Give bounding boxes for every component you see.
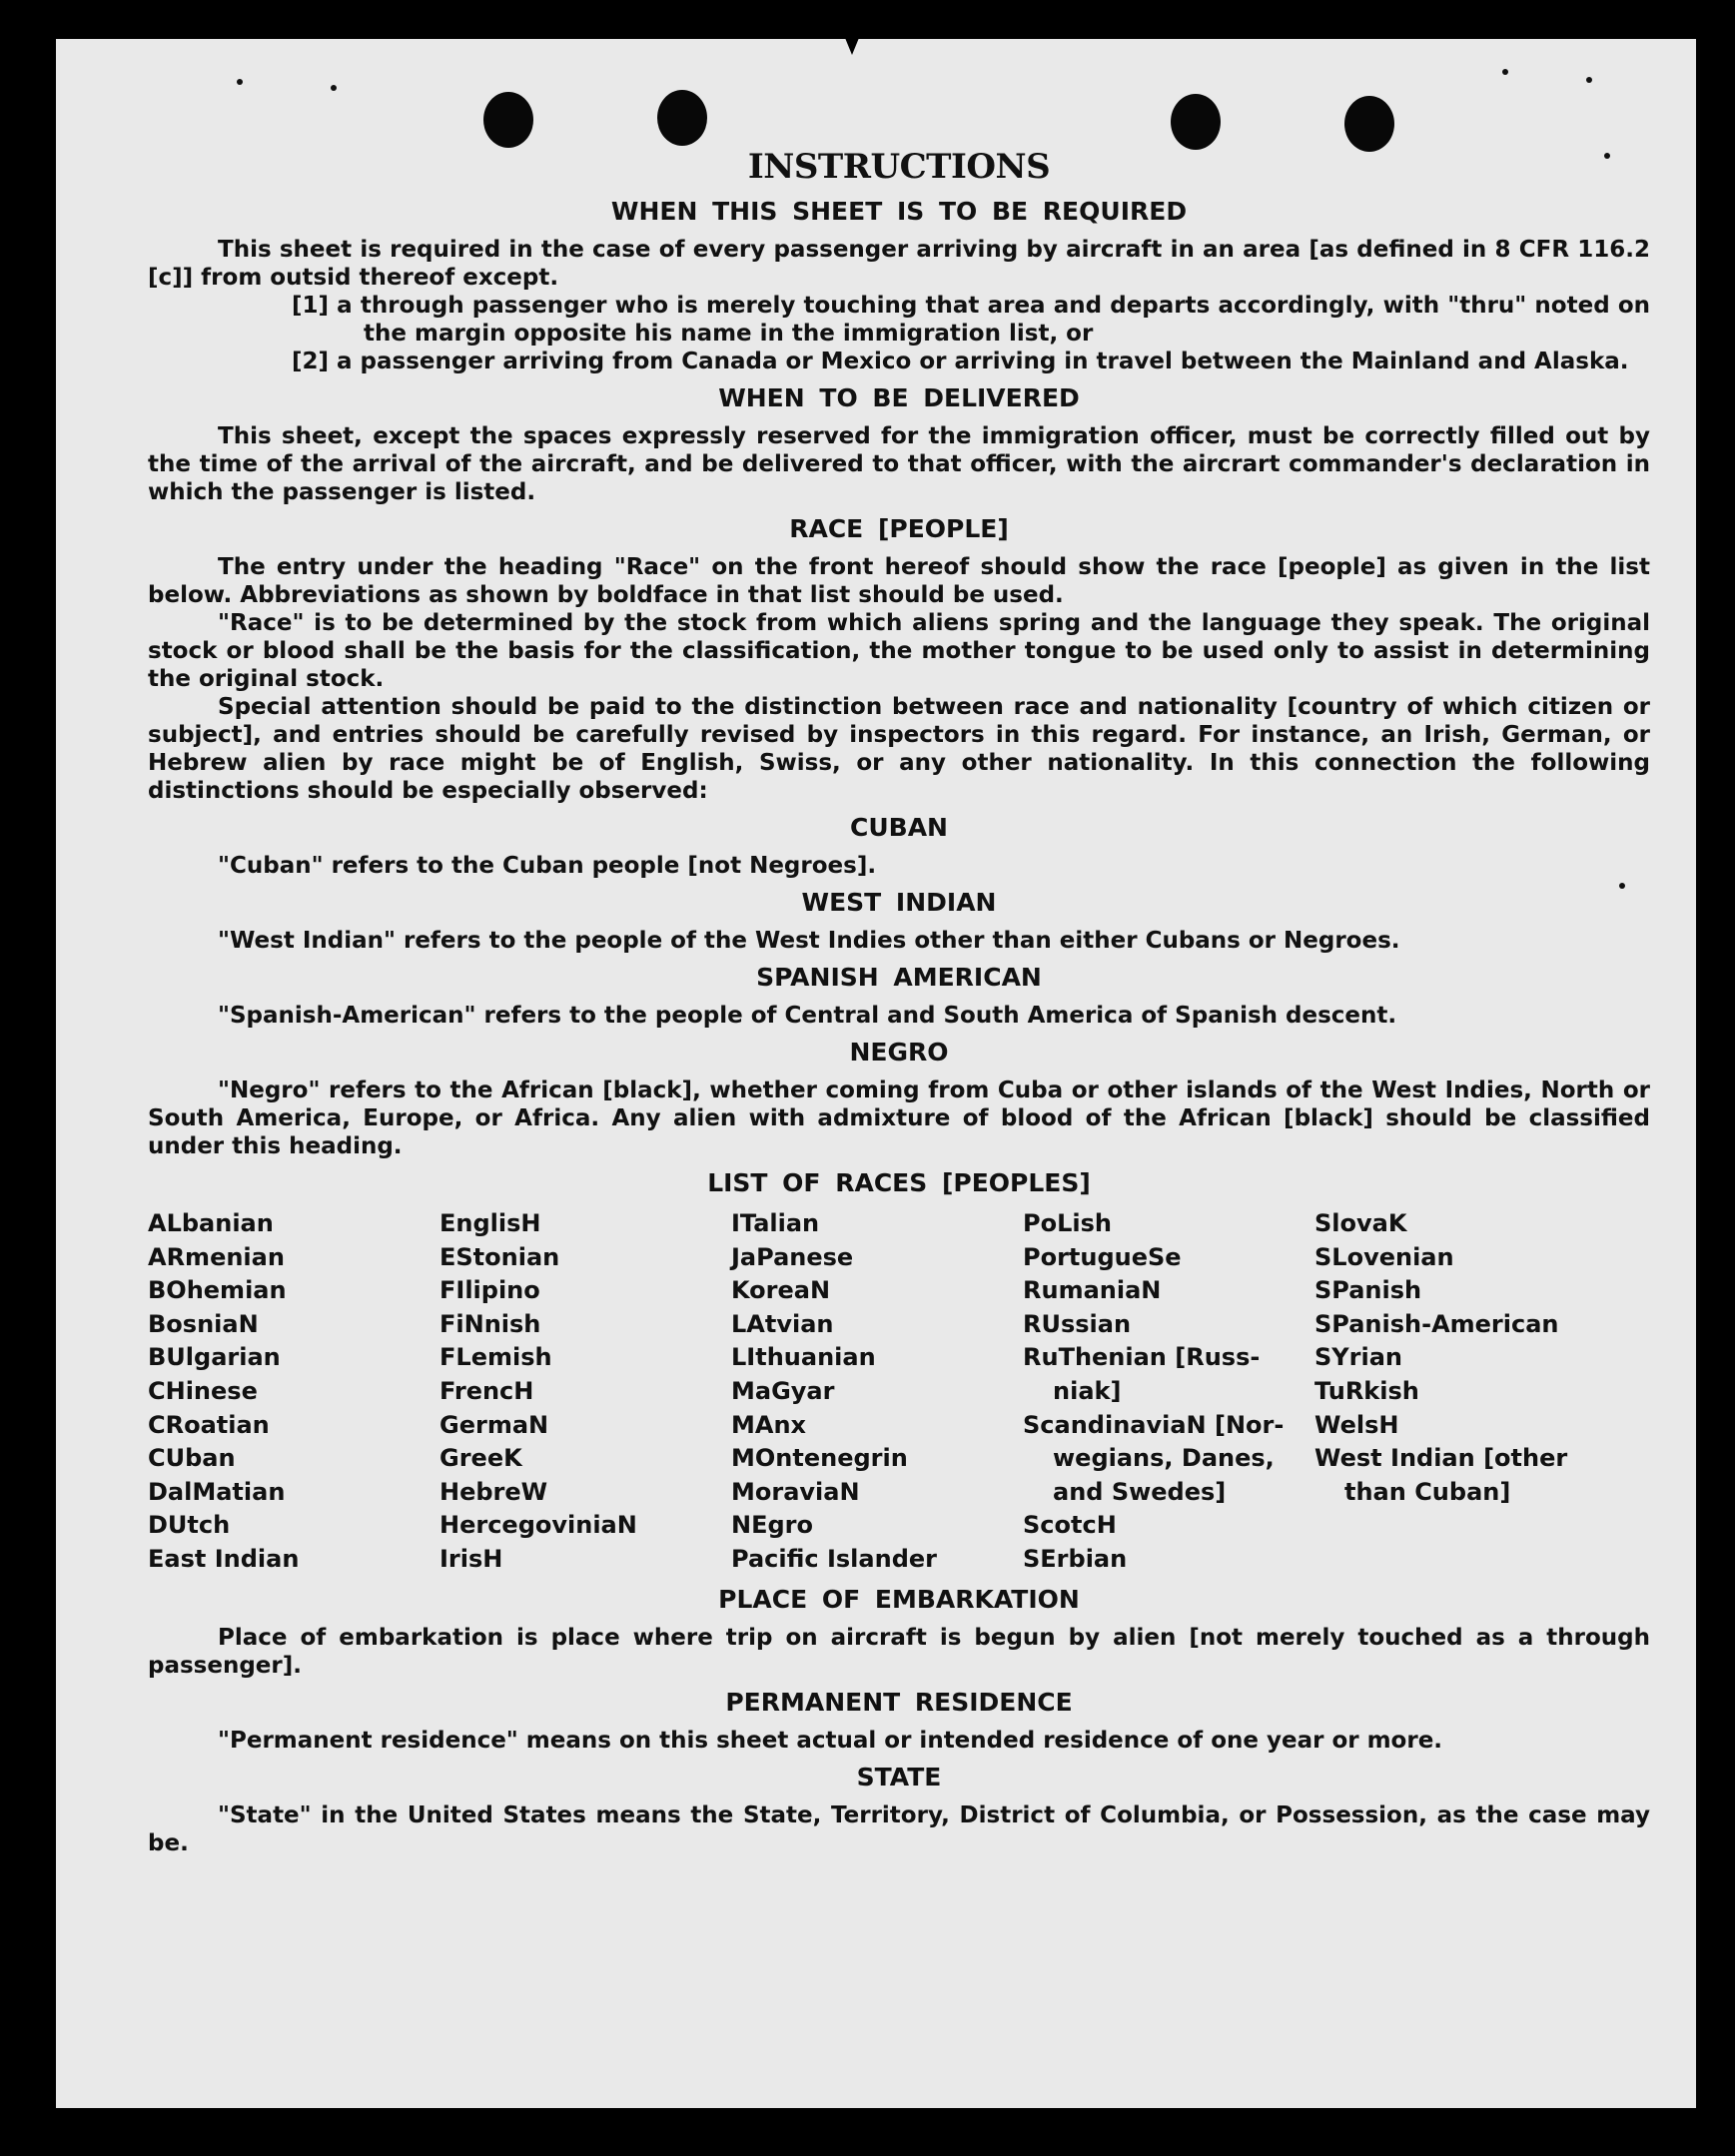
section-heading: WHEN THIS SHEET IS TO BE REQUIRED — [610, 197, 1188, 226]
race-entry: JaPanese — [731, 1242, 854, 1271]
section-paragraph: "Race" is to be determined by the stock from which aliens spring and the language they speak. The original stock or blood shall be the basis for the classification, the mother tongue to be used only to assist in determining the original stock. — [148, 610, 1650, 692]
race-entry: FiNnish — [439, 1309, 541, 1338]
section-paragraph: "West Indian" refers to the people of the West Indies other than either Cubans or Negroes. — [218, 928, 1400, 954]
race-entry: wegians, Danes, — [1053, 1444, 1275, 1473]
race-entry: BOhemian — [148, 1276, 287, 1305]
race-entry: GreeK — [439, 1444, 522, 1473]
race-entry: FLemish — [439, 1343, 552, 1372]
race-entry: MoraviaN — [731, 1477, 860, 1506]
races-column — [439, 1207, 731, 1577]
race-entry: RuThenian [Russ- — [1023, 1343, 1261, 1372]
race-entry: DalMatian — [148, 1477, 286, 1506]
race-entry: SYrian — [1314, 1343, 1403, 1372]
section-paragraph: This sheet is required in the case of every passenger arriving by aircraft in an area [as defined in 8 CFR 116.2 [c]] from outsid thereof except. — [148, 237, 1650, 291]
race-entry: than Cuban] — [1344, 1477, 1511, 1506]
race-entry: WelsH — [1314, 1410, 1399, 1439]
race-entry: EnglisH — [439, 1209, 541, 1237]
race-entry: Pacific Islander — [731, 1544, 937, 1573]
race-entry: GermaN — [439, 1410, 549, 1439]
race-entry: ScandinaviaN [Nor- — [1023, 1410, 1285, 1439]
race-entry: FrencH — [439, 1376, 534, 1405]
races-list — [148, 1207, 1650, 1577]
section-heading: RACE [PEOPLE] — [789, 514, 1009, 543]
race-entry: PoLish — [1023, 1209, 1112, 1237]
punch-hole — [657, 90, 707, 146]
document-title: INSTRUCTIONS — [747, 147, 1051, 187]
race-entry: East Indian — [148, 1544, 300, 1573]
top-notch — [843, 33, 861, 55]
race-entry: MaGyar — [731, 1376, 835, 1405]
section-heading: PERMANENT RESIDENCE — [725, 1687, 1073, 1717]
race-entry: MOntenegrin — [731, 1444, 908, 1473]
section-paragraph: "Negro" refers to the African [black], whether coming from Cuba or other islands of the West Indies, North or South America, Europe, or Africa. Any alien with admixture of blood of the African [black] should be classified under this heading. — [148, 1078, 1650, 1159]
section-paragraph: Place of embarkation is place where trip on aircraft is begun by alien [not merely touched as a through passenger]. — [148, 1624, 1650, 1679]
race-entry: IrisH — [439, 1544, 503, 1573]
race-entry: MAnx — [731, 1410, 807, 1439]
race-entry: SLovenian — [1314, 1242, 1454, 1271]
punch-hole — [1171, 94, 1221, 150]
section-paragraph: "Permanent residence" means on this sheet actual or intended residence of one year or more. — [218, 1727, 1443, 1754]
race-entry: NEgro — [731, 1511, 813, 1540]
punch-hole — [483, 92, 533, 148]
speck — [331, 85, 337, 91]
race-entry: ALbanian — [148, 1209, 274, 1237]
race-entry: LAtvian — [731, 1309, 834, 1338]
races-column — [1023, 1207, 1314, 1577]
races-column — [148, 1207, 439, 1577]
race-entry: ScotcH — [1023, 1511, 1117, 1540]
speck — [1586, 77, 1592, 83]
race-entry: RUssian — [1023, 1309, 1132, 1338]
race-entry: SErbian — [1023, 1544, 1128, 1573]
race-entry: EStonian — [439, 1242, 560, 1271]
race-entry: CRoatian — [148, 1410, 270, 1439]
section-heading: SPANISH AMERICAN — [756, 963, 1042, 992]
race-entry: LIthuanian — [731, 1343, 876, 1372]
race-entry: RumaniaN — [1023, 1276, 1162, 1305]
race-entry: DUtch — [148, 1511, 231, 1540]
races-column — [1314, 1207, 1606, 1577]
race-entry: ARmenian — [148, 1242, 285, 1271]
exception-item: [2] a passenger arriving from Canada or Mexico or arriving in travel between the Mainland and Alaska. — [292, 349, 1629, 374]
race-entry: FIlipino — [439, 1276, 540, 1305]
race-entry: ITalian — [731, 1209, 820, 1237]
section-heading: CUBAN — [850, 813, 948, 842]
race-entry: CHinese — [148, 1376, 258, 1405]
section-heading: WHEN TO BE DELIVERED — [718, 383, 1080, 412]
race-entry: and Swedes] — [1053, 1477, 1227, 1506]
speck — [1502, 69, 1508, 75]
race-entry: SPanish — [1314, 1276, 1422, 1305]
race-entry: SlovaK — [1314, 1209, 1407, 1237]
section-paragraph: This sheet, except the spaces expressly reserved for the immigration officer, must be correctly filled out by the time of the arrival of the aircraft, and be delivered to that officer, with the aircrart commander's declaration in which the passenger is listed. — [148, 423, 1650, 505]
exception-item: [1] a through passenger who is merely touching that area and departs accordingly, with "thru" noted on the margin opposite his name in the immigration list, or — [292, 293, 1650, 347]
race-entry: West Indian [other — [1314, 1444, 1568, 1473]
race-entry: TuRkish — [1314, 1376, 1419, 1405]
document-page — [56, 39, 1696, 2108]
race-entry: SPanish-American — [1314, 1309, 1559, 1338]
section-paragraph: "State" in the United States means the State, Territory, District of Columbia, or Possession, as the case may be. — [148, 1801, 1650, 1856]
race-entry: HercegoviniaN — [439, 1511, 637, 1540]
section-heading: PLACE OF EMBARKATION — [718, 1584, 1080, 1614]
race-entry: BUlgarian — [148, 1343, 281, 1372]
race-entry: KoreaN — [731, 1276, 831, 1305]
speck — [237, 79, 243, 85]
section-paragraph: "Spanish-American" refers to the people of Central and South America of Spanish descent. — [218, 1003, 1397, 1029]
race-entry: HebreW — [439, 1477, 548, 1506]
section-paragraph: "Cuban" refers to the Cuban people [not Negroes]. — [218, 853, 877, 879]
race-entry: CUban — [148, 1444, 236, 1473]
races-column — [731, 1207, 1023, 1577]
document-content — [148, 147, 1650, 1857]
section-heading: WEST INDIAN — [801, 888, 997, 917]
race-entry: BosniaN — [148, 1309, 259, 1338]
race-entry: PortugueSe — [1023, 1242, 1182, 1271]
races-heading: LIST OF RACES [PEOPLES] — [707, 1168, 1091, 1197]
section-heading: STATE — [856, 1762, 942, 1792]
section-heading: NEGRO — [849, 1038, 949, 1067]
section-paragraph: The entry under the heading "Race" on the front hereof should show the race [people] as given in the list below. Abbreviations as shown by boldface in that list should be used. — [148, 554, 1650, 608]
section-paragraph: Special attention should be paid to the distinction between race and nationality [country of which citizen or subject], and entries should be carefully revised by inspectors in this regard. For instance, an Irish, German, or Hebrew alien by race might be of English, Swiss, or any other nationality. In this connection the following distinctions should be especially observed: — [148, 694, 1650, 804]
punch-hole — [1344, 96, 1394, 152]
race-entry: niak] — [1053, 1376, 1122, 1405]
